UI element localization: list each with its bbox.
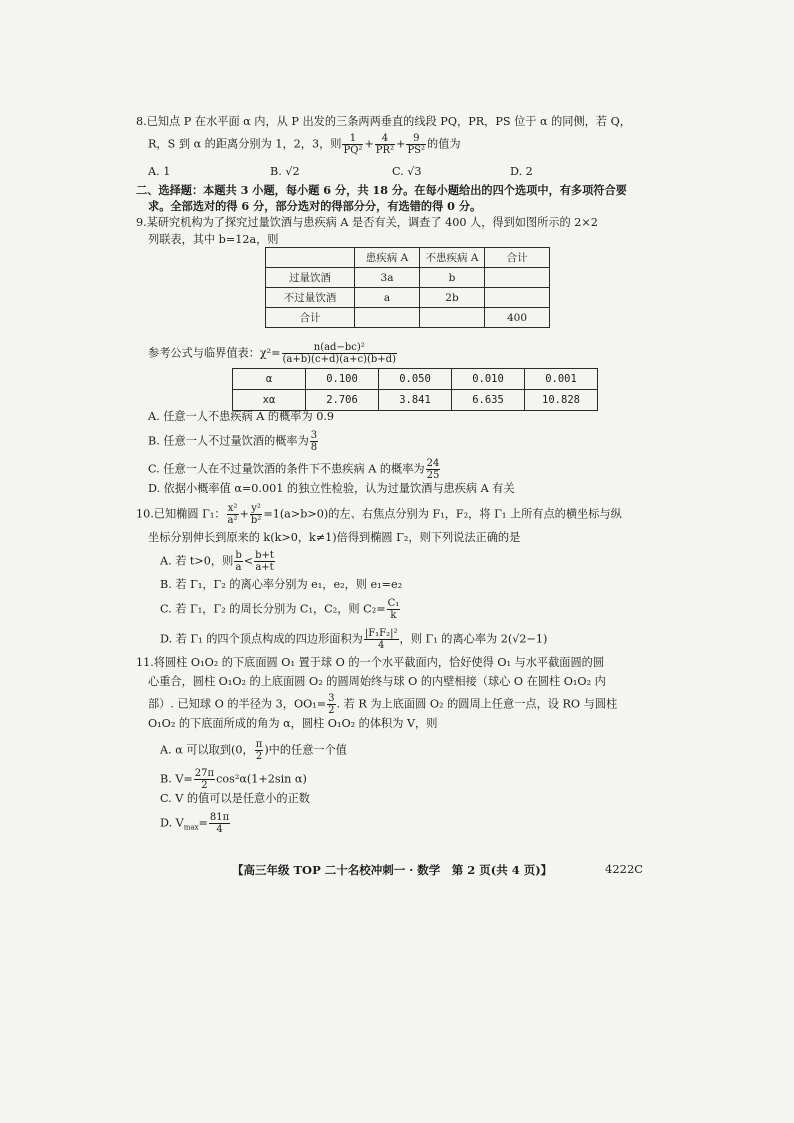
q10-option-b: B. 若 Γ₁，Γ₂ 的离心率分别为 e₁，e₂，则 e₁=e₂ (160, 578, 403, 591)
page-footer: 【高三年级 TOP 二十名校冲刺一 · 数学 第 2 页(共 4 页)】 (232, 863, 553, 877)
q9-option-b: B. 任意一人不过量饮酒的概率为 $\frac{3}{8}$ (148, 430, 318, 453)
q10-option-a: A. 若 t>0，则 $\frac{b}{a}$ < $\frac{b+t}{a+t}$ (160, 550, 274, 573)
q8-option-c: C. √3 (392, 165, 422, 178)
fraction: $\frac{3}{2}$ (328, 693, 335, 716)
q8-option-b: B. √2 (270, 165, 300, 178)
q9-formula: 参考公式与临界值表：χ²= $\frac{\text{n(ad−bc)²}}{(a+b)(c+d)(a+c)(b+d)}$ (148, 342, 396, 365)
section-heading-line1: 二、选择题：本题共 3 小题，每小题 6 分，共 18 分。在每小题给出的四个选项中，有多项符合要 (136, 183, 627, 197)
q11-line4: O₁O₂ 的下底面所成的角为 α，圆柱 O₁O₂ 的体积为 V，则 (148, 717, 438, 730)
q8-line2: R，S 到 α 的距离分别为 1，2，3，则 $\frac{1}{\text{PQ²}}$ + $\frac{4}{\text{PR²}}$ + $\frac{9}{\text{PS²}}$ 的值为 (148, 133, 461, 156)
q11-line3: 部）. 已知球 O 的半径为 3，OO₁= $\frac{3}{2}$ . 若 R 为上底面圆 O₂ 的圆周上任意一点，设 RO 与圆柱 (148, 693, 618, 716)
table-header-row: 患疾病 A 不患疾病 A 合计 (266, 248, 550, 268)
table-row: α 0.100 0.050 0.010 0.001 (233, 369, 598, 390)
fraction: $\frac{b}{a}$ (235, 550, 242, 573)
q11-line1: 11.将圆柱 O₁O₂ 的下底面圆 O₁ 置于球 O 的一个水平截面内，恰好使得 O₁ 与水平截面圆的圆 (136, 656, 605, 669)
q11-option-a: A. α 可以取到(0， $\frac{\pi}{2}$ )中的任意一个值 (160, 739, 347, 762)
fraction: $\frac{\text{C₁}}{k}$ (387, 598, 400, 621)
contingency-table (265, 247, 550, 328)
table-row: 合计 400 (266, 308, 550, 328)
table-row: 过量饮酒 3a b (266, 268, 550, 288)
fraction: $\frac{27\pi}{2}$ (194, 768, 215, 791)
q9-option-a: A. 任意一人不患疾病 A 的概率为 0.9 (148, 410, 334, 423)
critical-value-table (232, 368, 598, 411)
table-row: xα 2.706 3.841 6.635 10.828 (233, 390, 598, 411)
section-heading-line2: 求。全部选对的得 6 分，部分选对的得部分分，有选错的得 0 分。 (148, 199, 482, 213)
q8-option-a: A. 1 (148, 165, 171, 178)
q11-option-c: C. V 的值可以是任意小的正数 (160, 792, 310, 805)
fraction: $\frac{9}{\text{PS²}}$ (407, 133, 426, 156)
fraction: $\frac{81\pi}{4}$ (209, 812, 230, 835)
q9-line2: 列联表，其中 b=12a，则 (148, 233, 279, 246)
q11-line2: 心重合，圆柱 O₁O₂ 的上底面圆 O₂ 的圆周始终与球 O 的内壁相接（球心 O 在圆柱 O₁O₂ 内 (148, 675, 606, 688)
q9-option-d: D. 依据小概率值 α=0.001 的独立性检验，认为过量饮酒与患疾病 A 有关 (148, 482, 515, 495)
fraction: $\frac{\pi}{2}$ (255, 739, 263, 762)
fraction: $\frac{b+t}{a+t}$ (255, 550, 274, 573)
q11-option-d: D. $V_{max}=$ $\frac{81\pi}{4}$ (160, 812, 230, 835)
q10-option-c: C. 若 Γ₁，Γ₂ 的周长分别为 C₁，C₂，则 C₂= $\frac{\text{C₁}}{k}$ (160, 598, 400, 621)
fraction: $\frac{\text{x²}}{\text{a²}}$ (227, 503, 238, 526)
chi-square-fraction: $\frac{\text{n(ad−bc)²}}{(a+b)(c+d)(a+c)(b+d)}$ (282, 342, 396, 365)
fraction: $\frac{24}{25}$ (426, 458, 440, 481)
paper-code: 4222C (605, 862, 644, 876)
q8-line1: 8.已知点 P 在水平面 α 内，从 P 出发的三条两两垂直的线段 PQ，PR，PS 位于 α 的同侧，若 Q， (136, 115, 631, 128)
q10-option-d: D. 若 Γ₁ 的四个顶点构成的四边形面积为 $\frac{\text{|F₁F₂|²}}{4}$ ，则 Γ₁ 的离心率为 2(√2−1) (160, 628, 548, 651)
q8-option-d: D. 2 (510, 165, 533, 178)
table-row: 不过量饮酒 a 2b (266, 288, 550, 308)
fraction: $\frac{4}{\text{PR²}}$ (375, 133, 395, 156)
q8-text: R，S 到 α 的距离分别为 1，2，3，则 (148, 137, 342, 151)
q9-option-c: C. 任意一人在不过量饮酒的条件下不患疾病 A 的概率为 $\frac{24}{25}$ (148, 458, 440, 481)
fraction: $\frac{\text{|F₁F₂|²}}{4}$ (364, 628, 398, 651)
q9-line1: 9.某研究机构为了探究过量饮酒与患疾病 A 是否有关，调查了 400 人，得到如图所示的 2×2 (136, 216, 598, 229)
q10-line1: 10.已知椭圆 Γ₁： $\frac{\text{x²}}{\text{a²}}$ + $\frac{\text{y²}}{\text{b²}}$ =1(a>b>0)的左、右焦点分别为 F₁，F₂，将 Γ₁ 上所有点的横坐标与纵 (136, 503, 622, 526)
fraction: $\frac{\text{y²}}{\text{b²}}$ (250, 503, 262, 526)
q10-line2: 坐标分别伸长到原来的 k(k>0，k≠1)倍得到椭圆 Γ₂，则下列说法正确的是 (148, 531, 521, 544)
fraction: $\frac{3}{8}$ (310, 430, 318, 453)
q11-option-b: B. V= $\frac{27\pi}{2}$ cos²α(1+2sin α) (160, 768, 307, 791)
fraction: $\frac{1}{\text{PQ²}}$ (343, 133, 363, 156)
